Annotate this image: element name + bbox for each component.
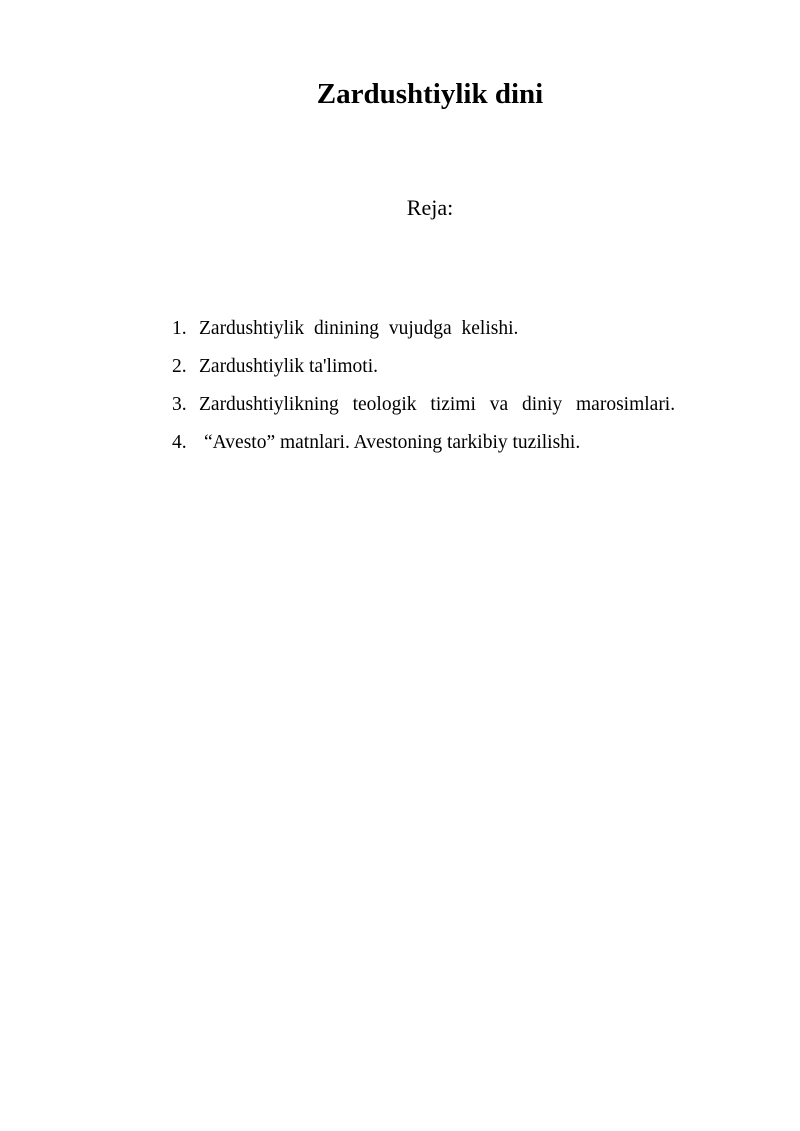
plan-item-text: Zardushtiylik ta'limoti. [199,356,378,377]
plan-list [172,316,702,468]
plan-item-number: 4. [172,432,187,453]
plan-item-text: Zardushtiylikning teologik tizimi va diniy marosimlari. [199,394,676,415]
document-title: Zardushtiylik dini [316,78,544,110]
plan-item [172,430,702,456]
plan-heading: Reja: [406,195,454,220]
plan-item [172,392,702,418]
plan-item-number: 1. [172,318,187,339]
plan-item [172,354,702,380]
plan-item-text: “Avesto” matnlari. Avestoning tarkibiy tuzilishi. [204,432,581,453]
plan-item-number: 3. [172,394,187,415]
plan-item-number: 2. [172,356,187,377]
plan-item [172,316,702,342]
plan-item-text: Zardushtiylik dinining vujudga kelishi. [199,318,519,339]
